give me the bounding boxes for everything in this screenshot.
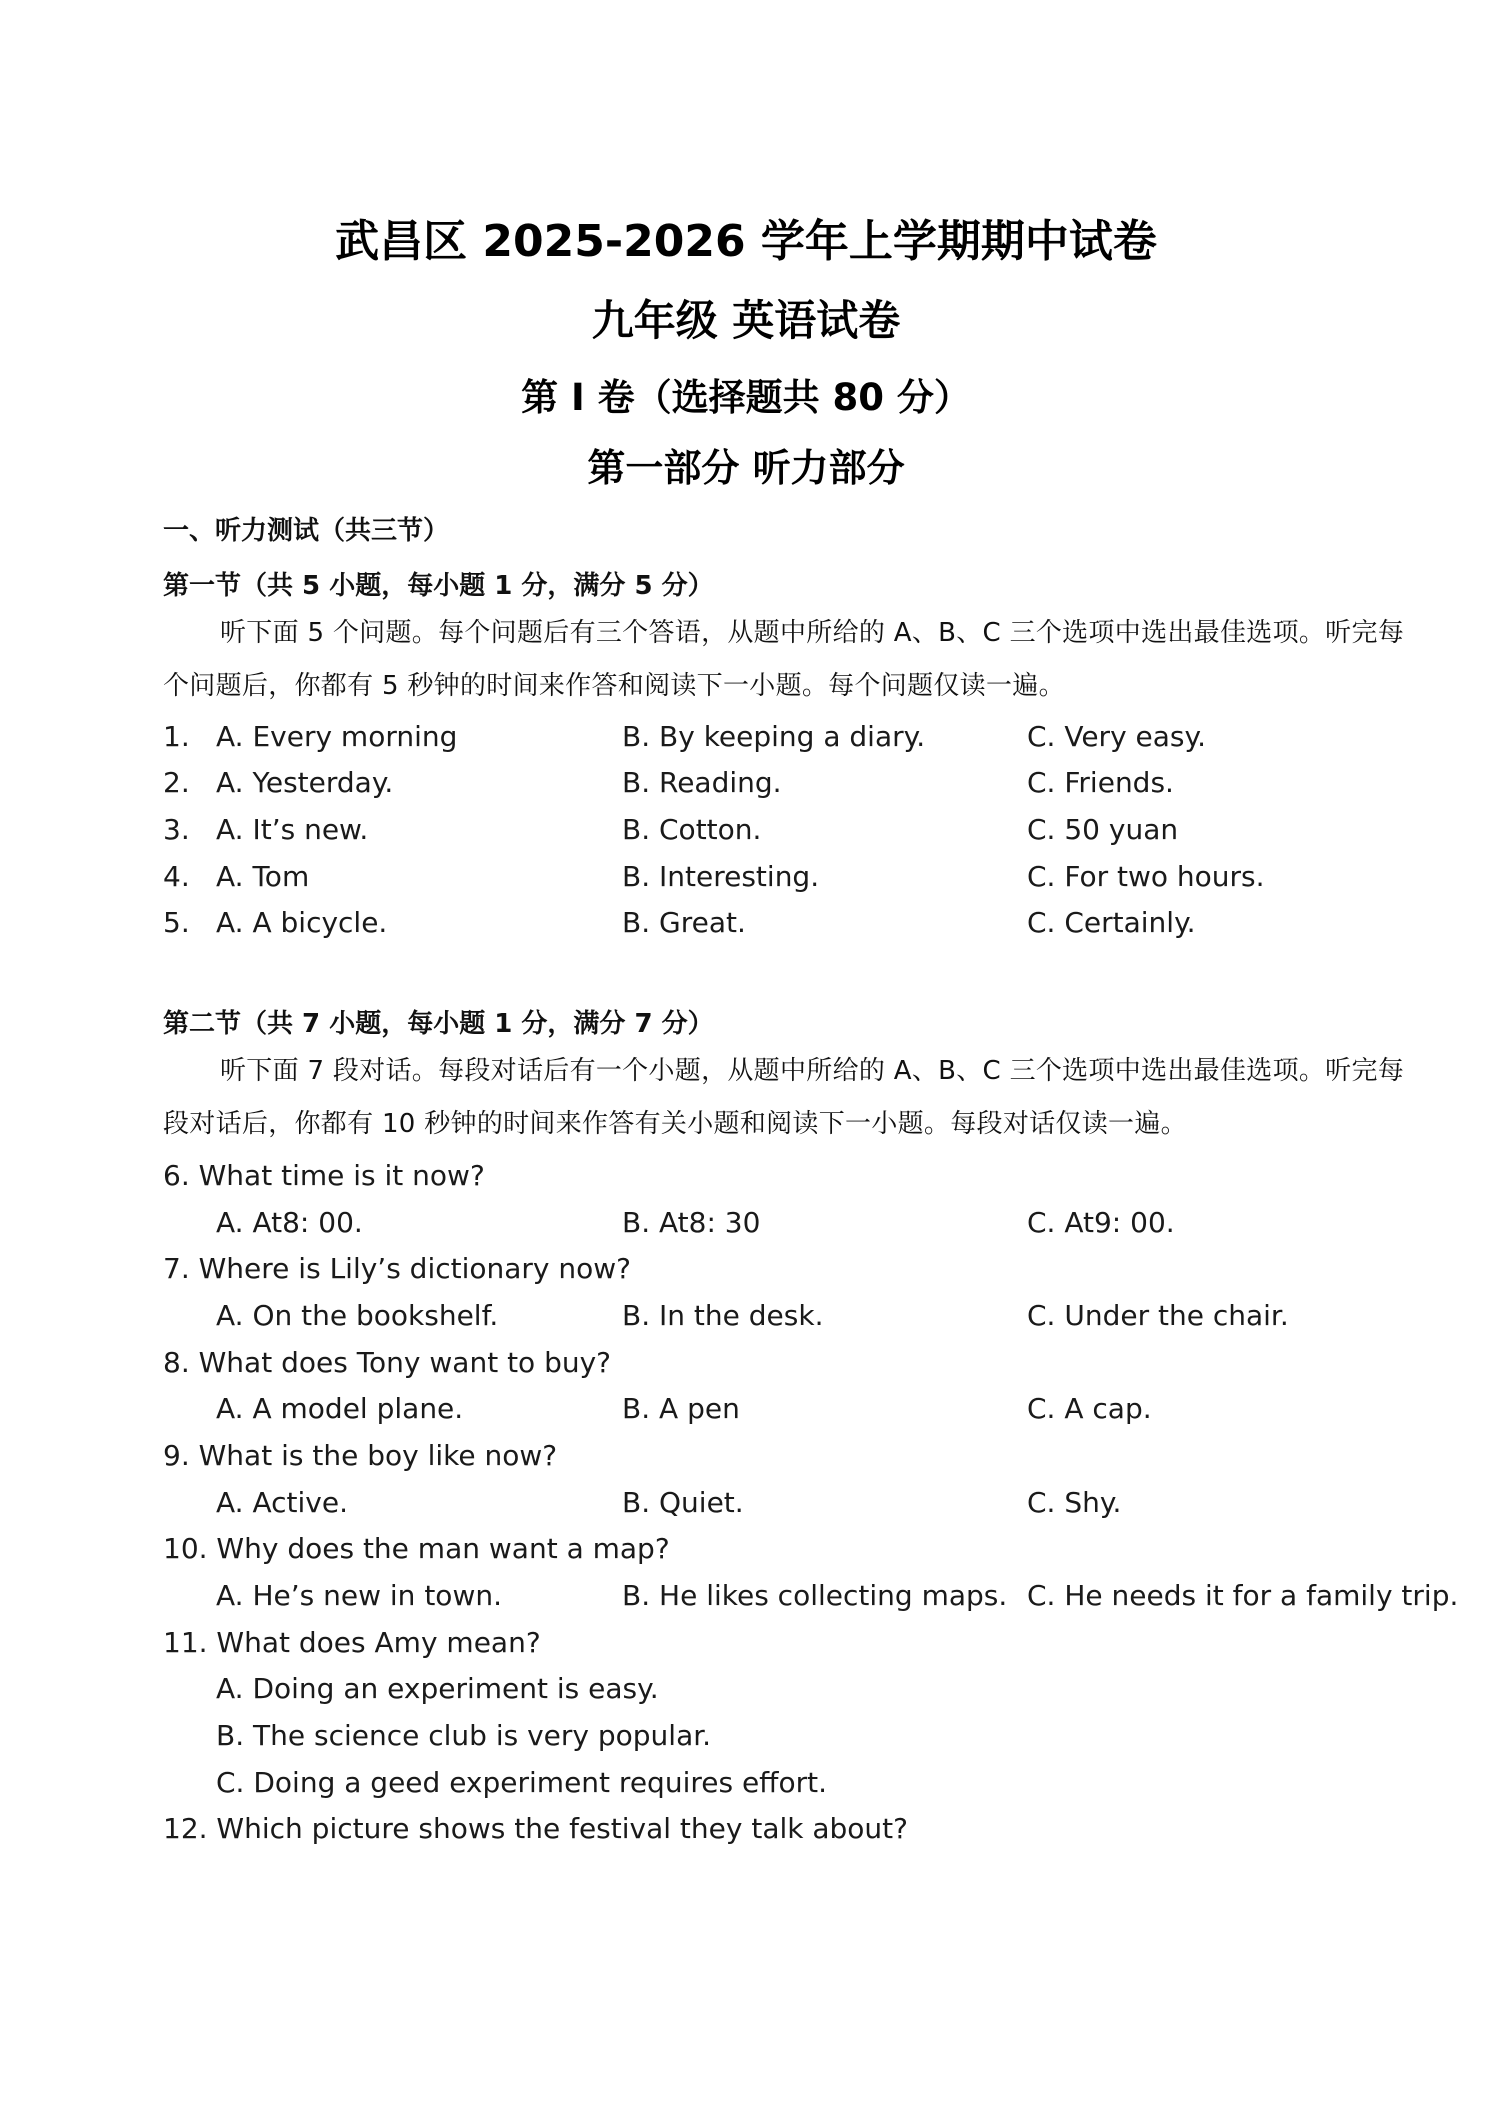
option-c: C. 50 yuan	[1027, 813, 1179, 846]
option-b: B. Great.	[622, 906, 746, 939]
option-b: B. Cotton.	[622, 813, 762, 846]
option-b: B. Quiet.	[622, 1486, 744, 1519]
option-b: B. Interesting.	[622, 860, 820, 893]
option-c: C. At9: 00.	[1027, 1206, 1175, 1239]
section2-heading: 第二节（共 7 小题，每小题 1 分，满分 7 分）	[163, 1009, 714, 1039]
exam-subtitle: 九年级 英语试卷	[591, 296, 901, 345]
option-a: A. It’s new.	[216, 813, 369, 846]
option-a: A. A model plane.	[216, 1392, 464, 1425]
section1-heading: 第一节（共 5 小题，每小题 1 分，满分 5 分）	[163, 571, 714, 601]
listening-heading: 一、听力测试（共三节）	[163, 516, 450, 546]
item-number: 3.	[163, 813, 190, 846]
option-c: C. Friends.	[1027, 766, 1174, 799]
option-b: B. In the desk.	[622, 1299, 824, 1332]
option-c: C. Certainly.	[1027, 906, 1196, 939]
option-a: A. Yesterday.	[216, 766, 394, 799]
option-a: A. He’s new in town.	[216, 1579, 502, 1612]
question-7: 7. Where is Lily’s dictionary now?	[163, 1252, 632, 1285]
option-a: A. At8: 00.	[216, 1206, 363, 1239]
item-number: 5.	[163, 906, 190, 939]
item-number: 4.	[163, 860, 190, 893]
option-c: C. Shy.	[1027, 1486, 1122, 1519]
option-c: C. Very easy.	[1027, 720, 1206, 753]
option-a: A. Active.	[216, 1486, 348, 1519]
section1-instructions: 听下面 5 个问题。每个问题后有三个答语，从题中所给的 A、B、C 三个选项中选出最佳选项。听完每个问题后，你都有 5 秒钟的时间来作答和阅读下一小题。每个问题仅读一遍。	[163, 618, 1405, 701]
option-b: B. Reading.	[622, 766, 782, 799]
question-10: 10. Why does the man want a map?	[163, 1532, 670, 1565]
part-heading: 第一部分 听力部分	[587, 446, 905, 490]
question-9: 9. What is the boy like now?	[163, 1439, 558, 1472]
question-12: 12. Which picture shows the festival they talk about?	[163, 1812, 909, 1845]
option-b: B. The science club is very popular.	[216, 1719, 712, 1752]
volume-heading: 第 I 卷（选择题共 80 分）	[521, 376, 971, 419]
exam-title: 武昌区 2025-2026 学年上学期期中试卷	[335, 216, 1157, 267]
option-a: A. On the bookshelf.	[216, 1299, 499, 1332]
option-a: A. Every morning	[216, 720, 458, 753]
option-a: A. Doing an experiment is easy.	[216, 1672, 659, 1705]
option-b: B. By keeping a diary.	[622, 720, 926, 753]
section2-instructions: 听下面 7 段对话。每段对话后有一个小题，从题中所给的 A、B、C 三个选项中选出最佳选项。听完每段对话后，你都有 10 秒钟的时间来作答有关小题和阅读下一小题。每段对话仅读一遍。	[163, 1056, 1405, 1139]
option-b: B. He likes collecting maps.	[622, 1579, 1008, 1612]
option-c: C. Under the chair.	[1027, 1299, 1289, 1332]
question-11: 11. What does Amy mean?	[163, 1626, 541, 1659]
option-a: A. Tom	[216, 860, 310, 893]
option-c: C. A cap.	[1027, 1392, 1152, 1425]
question-6: 6. What time is it now?	[163, 1159, 485, 1192]
option-a: A. A bicycle.	[216, 906, 388, 939]
option-c: C. Doing a geed experiment requires effort.	[216, 1766, 827, 1799]
option-b: B. A pen	[622, 1392, 740, 1425]
question-8: 8. What does Tony want to buy?	[163, 1346, 612, 1379]
option-c: C. He needs it for a family trip.	[1027, 1579, 1459, 1612]
item-number: 1.	[163, 720, 190, 753]
option-c: C. For two hours.	[1027, 860, 1265, 893]
item-number: 2.	[163, 766, 190, 799]
option-b: B. At8: 30	[622, 1206, 761, 1239]
